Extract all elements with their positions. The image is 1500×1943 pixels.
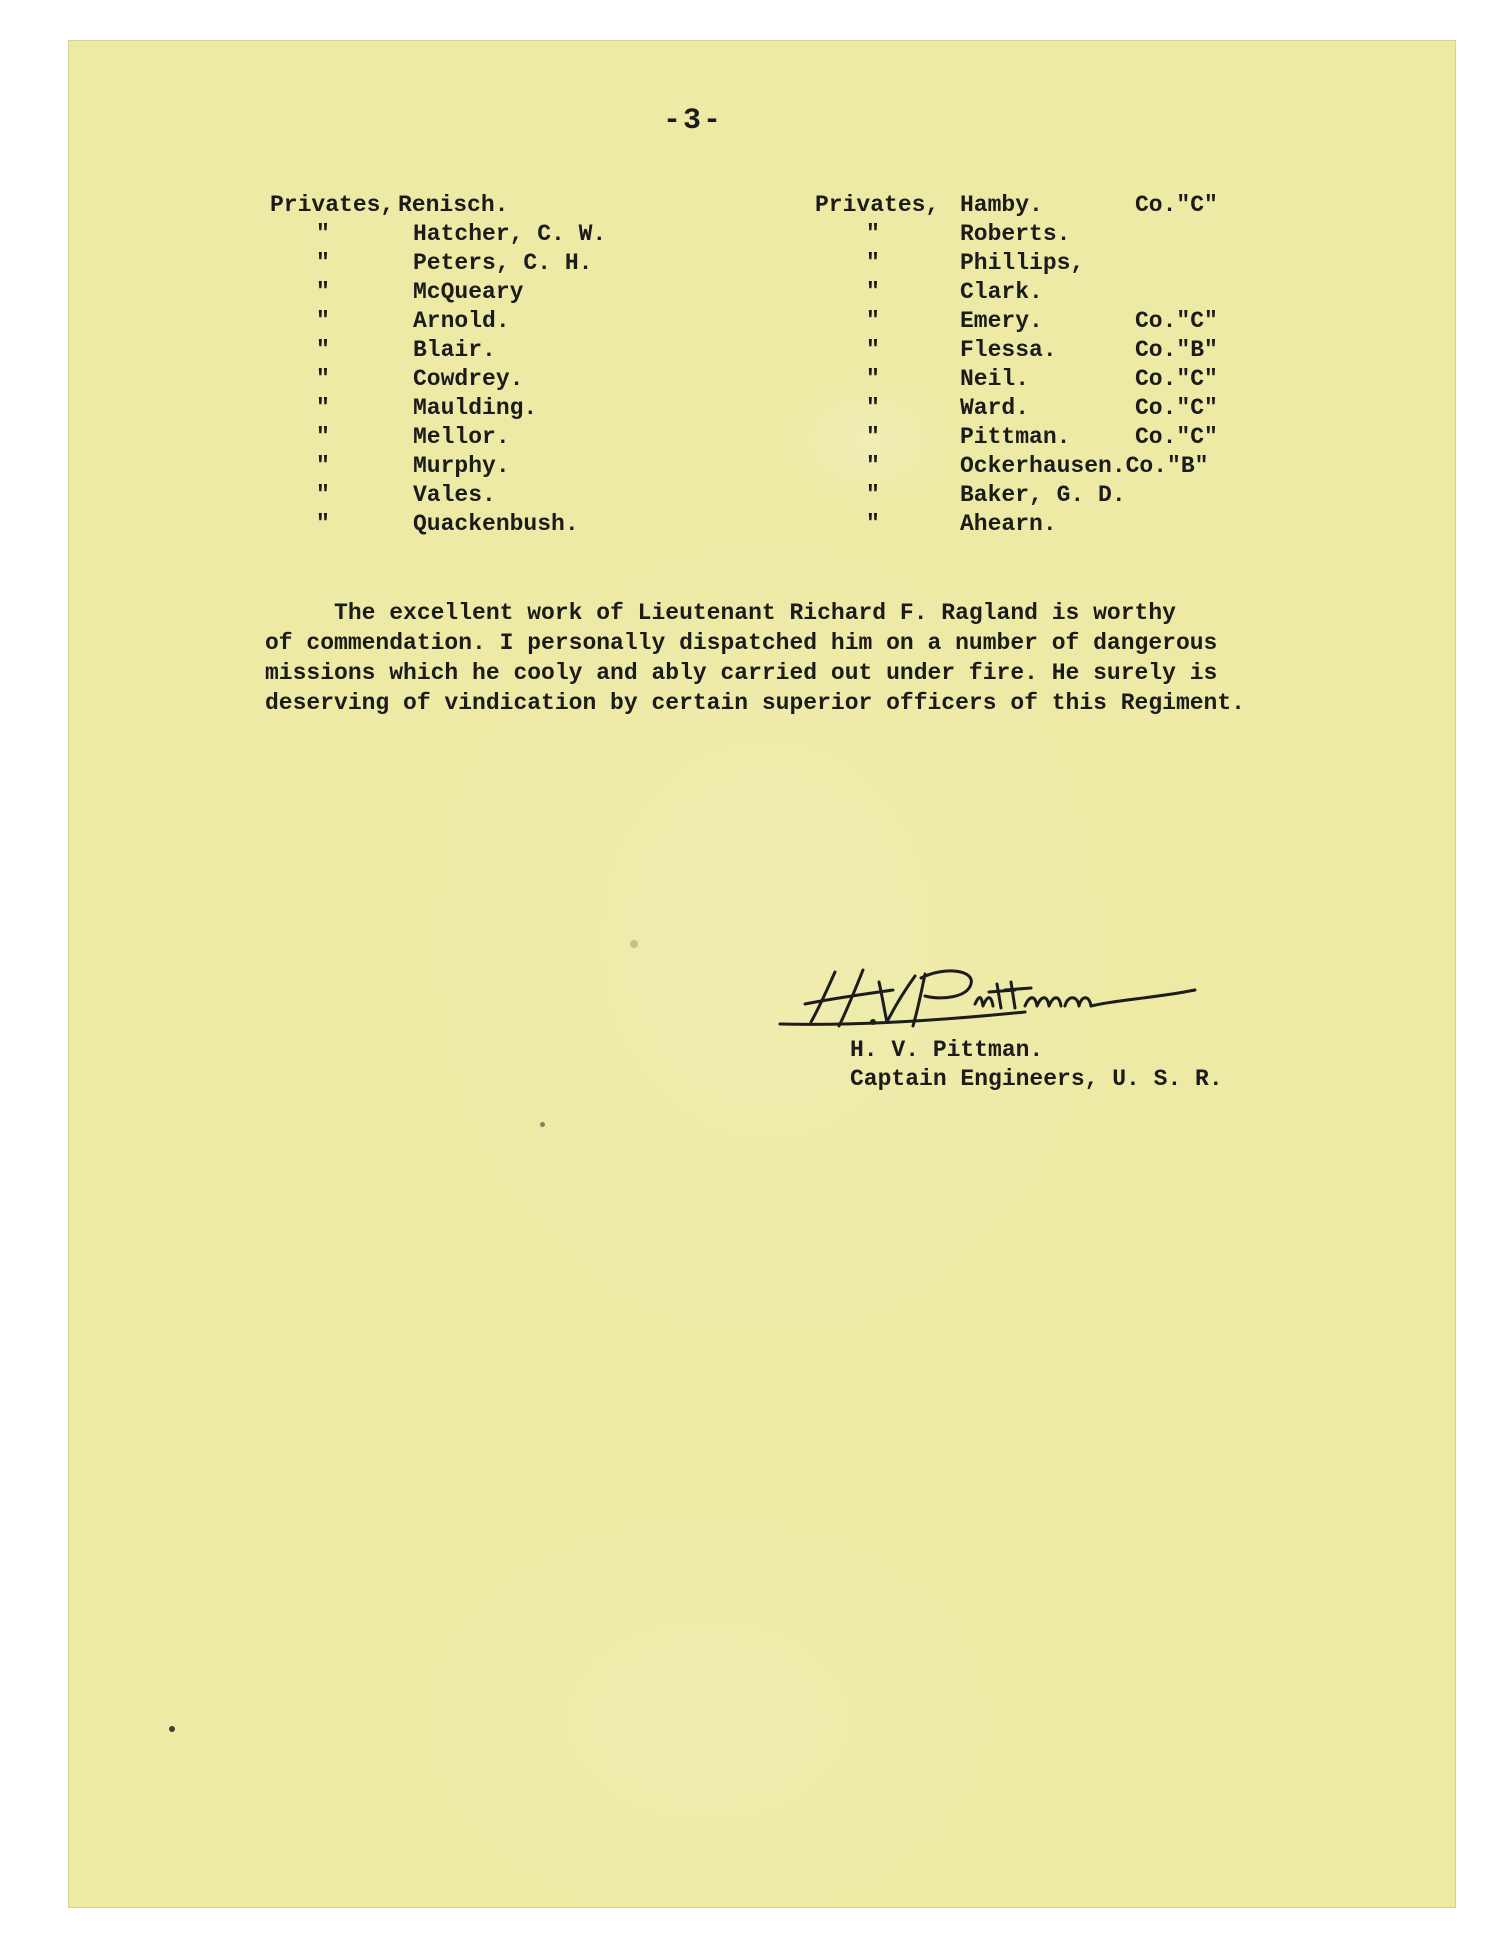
left-prefix: " [316,308,330,334]
left-name: Cowdrey. [413,366,524,392]
right-name: Phillips, [960,250,1085,276]
left-prefix: Privates, [270,192,395,218]
right-name: Roberts. [960,221,1071,247]
left-prefix: " [316,395,330,421]
left-name: Blair. [413,337,496,363]
stain-mark [540,1122,545,1127]
left-prefix: " [316,366,330,392]
left-name: Arnold. [413,308,510,334]
left-prefix: " [316,250,330,276]
right-company: Co."C" [1135,366,1218,392]
left-prefix: " [316,453,330,479]
paragraph-line: of commendation. I personally dispatched him on a number of dangerous [265,630,1218,656]
paragraph-line: missions which he cooly and ably carried out under fire. He surely is [265,660,1218,686]
right-name: Hamby. [960,192,1043,218]
right-name: Clark. [960,279,1043,305]
paragraph-line: deserving of vindication by certain superior officers of this Regiment. [265,690,1245,716]
left-name: Renisch. [398,192,509,218]
right-name: Pittman. [960,424,1071,450]
right-prefix: " [866,453,880,479]
left-prefix: " [316,279,330,305]
left-name: Murphy. [413,453,510,479]
right-name: Baker, G. D. [960,482,1126,508]
right-name: Neil. [960,366,1030,392]
right-prefix: Privates, [815,192,940,218]
stain-mark [630,940,638,948]
right-prefix: " [866,482,880,508]
left-name: Vales. [413,482,496,508]
right-company: Co."C" [1135,424,1218,450]
commendation-paragraph [265,598,1325,718]
signer-name: H. V. Pittman. [850,1037,1044,1063]
right-prefix: " [866,511,880,537]
left-prefix: " [316,337,330,363]
right-prefix: " [866,366,880,392]
left-name: Hatcher, C. W. [413,221,607,247]
left-prefix: " [316,424,330,450]
paragraph-line: The excellent work of Lieutenant Richard F. Ragland is worthy [265,600,1176,626]
right-company: Co."C" [1135,192,1218,218]
right-prefix: " [866,250,880,276]
right-prefix: " [866,337,880,363]
paper-sheet [68,40,1456,1908]
left-name: Quackenbush. [413,511,579,537]
right-prefix: " [866,279,880,305]
right-company: Co."C" [1135,395,1218,421]
handwritten-signature [775,960,1215,1040]
right-name: Ward. [960,395,1030,421]
right-prefix: " [866,308,880,334]
right-name: Ockerhausen.Co."B" [960,453,1209,479]
signer-title: Captain Engineers, U. S. R. [850,1066,1223,1092]
left-name: McQueary [413,279,524,305]
right-prefix: " [866,221,880,247]
right-company: Co."C" [1135,308,1218,334]
left-prefix: " [316,482,330,508]
right-prefix: " [866,395,880,421]
right-prefix: " [866,424,880,450]
stain-mark [169,1726,175,1732]
left-prefix: " [316,511,330,537]
left-name: Mellor. [413,424,510,450]
page-number: -3- [663,104,724,138]
right-name: Emery. [960,308,1043,334]
left-prefix: " [316,221,330,247]
left-name: Peters, C. H. [413,250,593,276]
right-name: Flessa. [960,337,1057,363]
right-name: Ahearn. [960,511,1057,537]
right-company: Co."B" [1135,337,1218,363]
left-name: Maulding. [413,395,538,421]
